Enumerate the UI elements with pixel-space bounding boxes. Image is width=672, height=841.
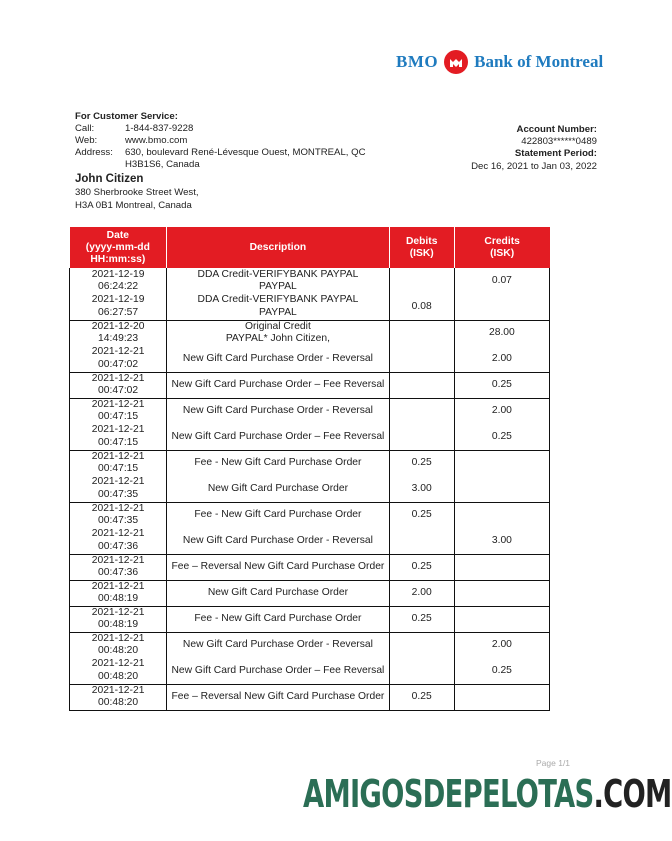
transaction-group [70, 684, 550, 710]
debit-cell [389, 372, 454, 398]
date-cell: 2021-12-21 00:47:35 [70, 502, 167, 528]
web-link[interactable]: www.bmo.com [125, 135, 188, 146]
table-row [70, 476, 550, 502]
date-cell: 2021-12-21 00:47:15 [70, 398, 167, 424]
header-debits: Debits (ISK) [389, 227, 454, 268]
account-number-label: Account Number: [516, 124, 597, 135]
description-cell: New Gift Card Purchase Order – Fee Reversal [167, 372, 389, 398]
debit-cell [389, 658, 454, 684]
debit-cell: 0.25 [389, 684, 454, 710]
customer-address-line2: H3A 0B1 Montreal, Canada [75, 199, 192, 211]
statement-period-label: Statement Period: [514, 148, 597, 160]
account-info [471, 124, 597, 173]
transaction-group [70, 554, 550, 580]
description-cell: New Gift Card Purchase Order - Reversal [167, 632, 389, 658]
description-cell: New Gift Card Purchase Order - Reversal [167, 528, 389, 554]
table-row [70, 398, 550, 424]
table-row [70, 346, 550, 372]
date-cell: 2021-12-21 00:48:20 [70, 684, 167, 710]
date-cell: 2021-12-19 06:27:57 [70, 294, 167, 320]
date-cell: 2021-12-21 00:47:35 [70, 476, 167, 502]
table-row [70, 580, 550, 606]
table-row [70, 528, 550, 554]
statement-period: Dec 16, 2021 to Jan 03, 2022 [471, 160, 597, 172]
table-row [70, 632, 550, 658]
transactions-table [69, 227, 550, 711]
credit-cell [454, 294, 549, 320]
description-cell: Fee - New Gift Card Purchase Order [167, 606, 389, 632]
transaction-group [70, 450, 550, 502]
table-row [70, 502, 550, 528]
date-cell: 2021-12-21 00:48:19 [70, 606, 167, 632]
date-cell: 2021-12-21 00:47:36 [70, 528, 167, 554]
customer-service-heading: For Customer Service: [75, 111, 178, 122]
table-row [70, 606, 550, 632]
transaction-group [70, 580, 550, 606]
credit-cell: 2.00 [454, 632, 549, 658]
credit-cell [454, 502, 549, 528]
web-label: Web: [75, 135, 98, 146]
table-row [70, 684, 550, 710]
debit-cell [389, 320, 454, 346]
table-row [70, 294, 550, 320]
header-description: Description [167, 227, 389, 268]
call-number: 1-844-837-9228 [125, 123, 194, 134]
logo-full: Bank of Montreal [474, 52, 604, 71]
description-cell: New Gift Card Purchase Order [167, 580, 389, 606]
customer-address [75, 187, 199, 212]
description-cell: Fee – Reversal New Gift Card Purchase Order [167, 554, 389, 580]
transaction-group [70, 268, 550, 320]
table-row [70, 268, 550, 294]
table-row [70, 450, 550, 476]
debit-cell: 0.25 [389, 554, 454, 580]
debit-cell [389, 398, 454, 424]
logo-short: BMO [396, 52, 439, 71]
header-credits: Credits (ISK) [454, 227, 549, 268]
bank-logo [396, 50, 603, 74]
bank-address-line1: 630, boulevard René-Lévesque Ouest, MONTREAL, QC [125, 147, 366, 158]
transaction-group [70, 398, 550, 450]
description-cell: New Gift Card Purchase Order - Reversal [167, 398, 389, 424]
debit-cell: 0.25 [389, 606, 454, 632]
credit-cell: 2.00 [454, 398, 549, 424]
description-cell: Fee - New Gift Card Purchase Order [167, 450, 389, 476]
table-row [70, 424, 550, 450]
debit-cell: 0.25 [389, 502, 454, 528]
table-row [70, 320, 550, 346]
credit-cell: 0.25 [454, 658, 549, 684]
credit-cell: 0.07 [454, 268, 549, 294]
credit-cell: 0.25 [454, 372, 549, 398]
transaction-group [70, 606, 550, 632]
description-cell: New Gift Card Purchase Order – Fee Reversal [167, 658, 389, 684]
table-row [70, 372, 550, 398]
credit-cell: 28.00 [454, 320, 549, 346]
transaction-group [70, 372, 550, 398]
description-cell: DDA Credit-VERIFYBANK PAYPAL PAYPAL [167, 294, 389, 320]
date-cell: 2021-12-21 00:47:02 [70, 372, 167, 398]
debit-cell: 0.25 [389, 450, 454, 476]
debit-cell: 2.00 [389, 580, 454, 606]
description-cell: New Gift Card Purchase Order - Reversal [167, 346, 389, 372]
credit-cell [454, 450, 549, 476]
page-number: Page 1/1 [536, 758, 571, 768]
credit-cell [454, 684, 549, 710]
address-label: Address: [75, 147, 113, 158]
header-date: Date (yyyy-mm-dd HH:mm:ss) [70, 227, 167, 268]
transaction-group [70, 320, 550, 372]
date-cell: 2021-12-21 00:47:36 [70, 554, 167, 580]
date-cell: 2021-12-21 00:48:20 [70, 658, 167, 684]
customer-address-line1: 380 Sherbrooke Street West, [75, 187, 199, 198]
transaction-group [70, 502, 550, 554]
description-cell: Fee – Reversal New Gift Card Purchase Order [167, 684, 389, 710]
customer-service-block [75, 111, 366, 171]
watermark: AMIGOSDEPELOTAS.COM [303, 772, 672, 816]
credit-cell [454, 606, 549, 632]
description-cell: Fee - New Gift Card Purchase Order [167, 502, 389, 528]
date-cell: 2021-12-19 06:24:22 [70, 268, 167, 294]
description-cell: New Gift Card Purchase Order [167, 476, 389, 502]
debit-cell [389, 528, 454, 554]
credit-cell [454, 554, 549, 580]
debit-cell [389, 632, 454, 658]
debit-cell: 3.00 [389, 476, 454, 502]
table-row [70, 554, 550, 580]
transaction-group [70, 632, 550, 684]
table-row [70, 658, 550, 684]
date-cell: 2021-12-21 00:48:19 [70, 580, 167, 606]
description-cell: Original Credit PAYPAL* John Citizen, [167, 320, 389, 346]
credit-cell [454, 580, 549, 606]
bank-address-line2: H3B1S6, Canada [125, 159, 200, 170]
date-cell: 2021-12-20 14:49:23 [70, 320, 167, 346]
credit-cell: 3.00 [454, 528, 549, 554]
credit-cell: 0.25 [454, 424, 549, 450]
debit-cell [389, 268, 454, 294]
customer-name: John Citizen [75, 173, 144, 185]
bmo-roundel-icon [444, 50, 468, 74]
debit-cell [389, 424, 454, 450]
date-cell: 2021-12-21 00:47:02 [70, 346, 167, 372]
description-cell: New Gift Card Purchase Order – Fee Reversal [167, 424, 389, 450]
debit-cell: 0.08 [389, 294, 454, 320]
credit-cell: 2.00 [454, 346, 549, 372]
date-cell: 2021-12-21 00:47:15 [70, 450, 167, 476]
date-cell: 2021-12-21 00:48:20 [70, 632, 167, 658]
account-number: 422803******0489 [521, 136, 597, 148]
call-label: Call: [75, 123, 95, 134]
debit-cell [389, 346, 454, 372]
credit-cell [454, 476, 549, 502]
date-cell: 2021-12-21 00:47:15 [70, 424, 167, 450]
description-cell: DDA Credit-VERIFYBANK PAYPAL PAYPAL [167, 268, 389, 294]
